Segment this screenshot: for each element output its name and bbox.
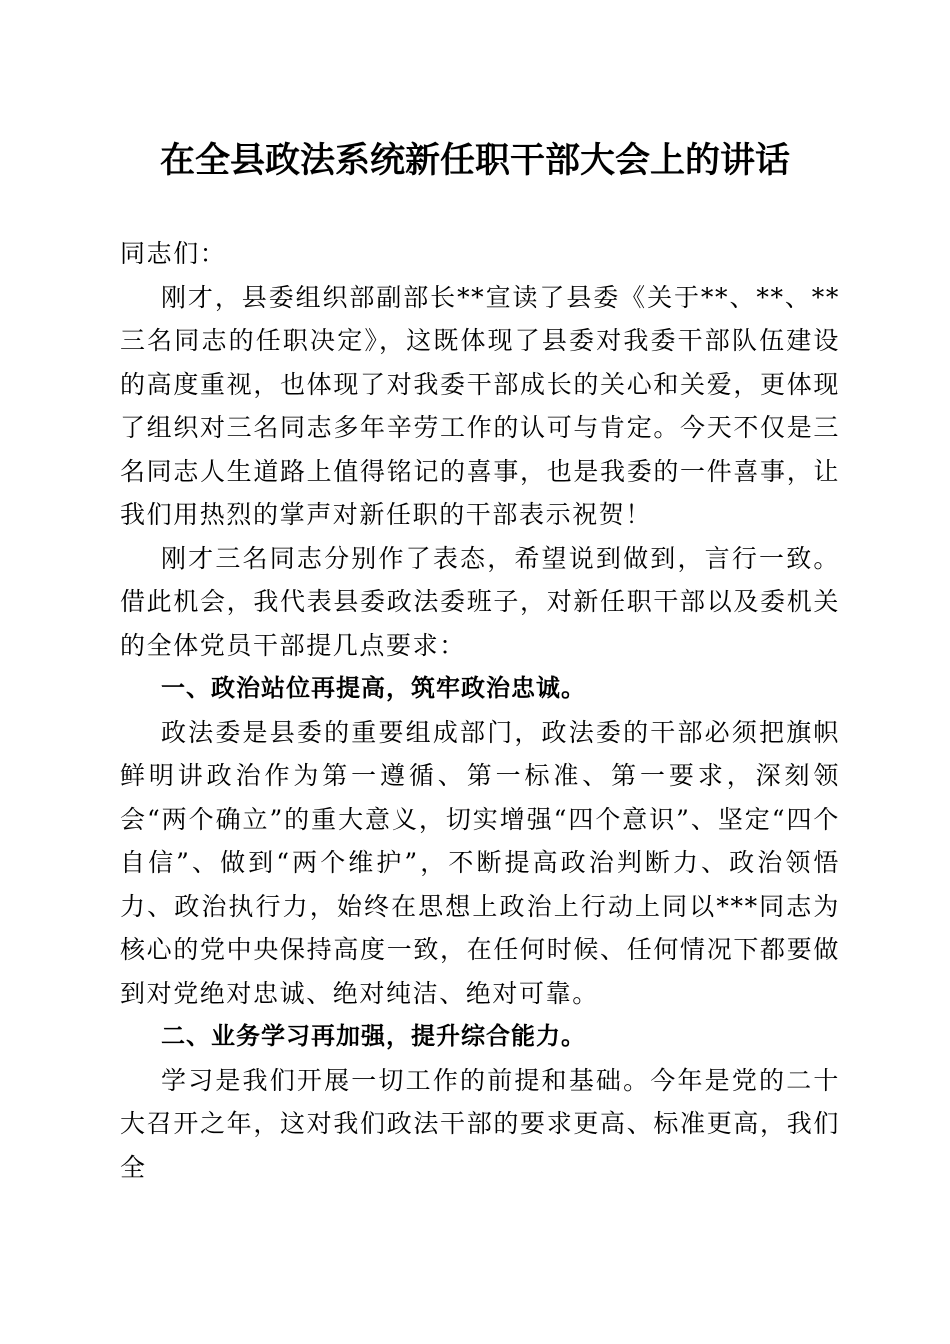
section-heading-1: 一、政治站位再提高，筑牢政治忠诚。 bbox=[161, 674, 586, 702]
paragraph-opening: 刚才，县委组织部副部长**宣读了县委《关于**、**、**三名同志的任职决定》，这既体现了县委对我委干部队伍建设的高度重视，也体现了对我委干部成长的关心和关爱，更体现了组织对三名同志多年辛劳工作的认可与肯定。今天不仅是三名同志人生道路上值得铭记的喜事，也是我委的一件喜事，让我们用热烈的掌声对新任职的干部表示祝贺！ bbox=[120, 282, 840, 529]
document-title: 在全县政法系统新任职干部大会上的讲话 bbox=[159, 140, 790, 181]
section-heading-2: 二、业务学习再加强，提升综合能力。 bbox=[161, 1022, 586, 1050]
section-text-2: 学习是我们开展一切工作的前提和基础。今年是党的二十大召开之年，这对我们政法干部的要求更高、标准更高，我们全 bbox=[120, 1065, 840, 1182]
document-body bbox=[120, 232, 840, 1189]
paragraph-requirements-intro: 刚才三名同志分别作了表态，希望说到做到，言行一致。借此机会，我代表县委政法委班子，对新任职干部以及委机关的全体党员干部提几点要求： bbox=[120, 543, 840, 660]
salutation: 同志们： bbox=[120, 239, 227, 268]
section-text-1: 政法委是县委的重要组成部门，政法委的干部必须把旗帜鲜明讲政治作为第一遵循、第一标准、第一要求，深刻领会“两个确立”的重大意义，切实增强“四个意识”、坚定“四个自信”、做到“两个维护”，不断提高政治判断力、政治领悟力、政治执行力，始终在思想上政治上行动上同以***同志为核心的党中央保持高度一致，在任何时候、任何情况下都要做到对党绝对忠诚、绝对纯洁、绝对可靠。 bbox=[120, 717, 840, 1008]
